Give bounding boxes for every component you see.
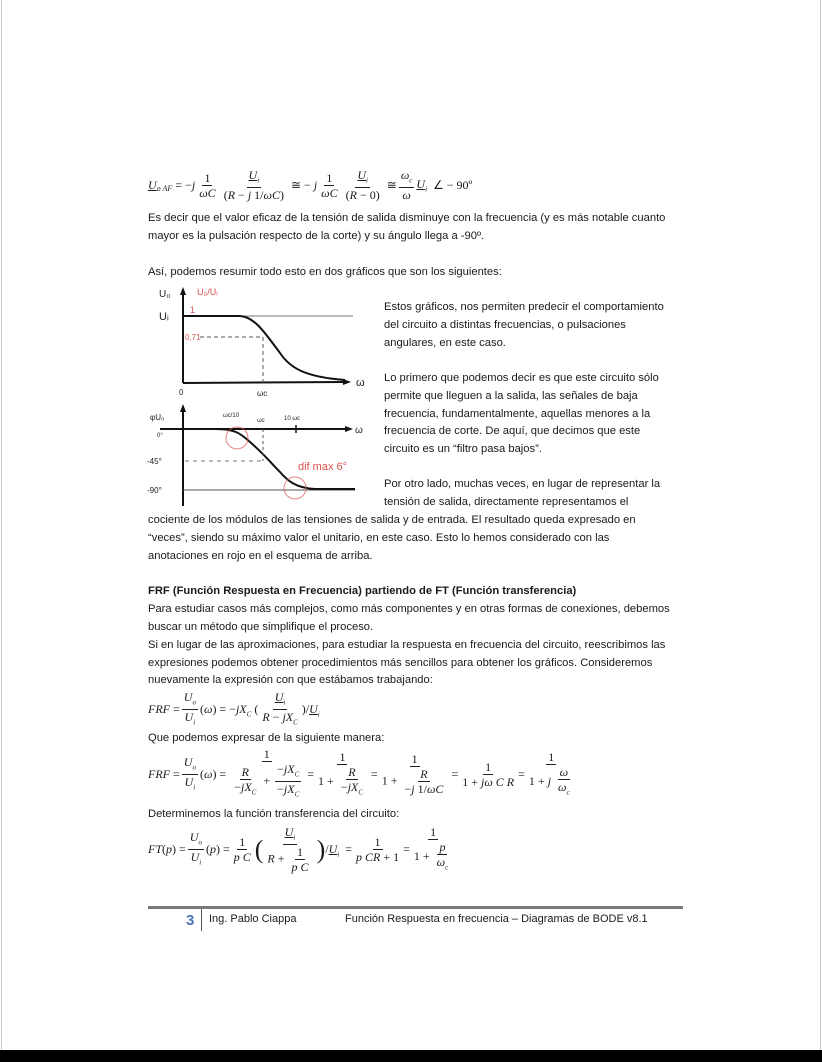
svg-text:0: 0 (179, 388, 184, 397)
side-line: frecuencia de corte. De aquí, que decimos que este (384, 425, 641, 437)
angle-value: ∠ − 90º (433, 177, 473, 192)
bottom-bar (0, 1050, 822, 1062)
paragraph-line: expresiones podemos obtener procedimientos más sencillos para obtener los gráficos. Consideremos (148, 657, 653, 669)
section-heading: FRF (Función Respuesta en Frecuencia) partiendo de FT (Función transferencia) (148, 585, 577, 597)
paragraph-line: Para estudiar casos más complejos, como más componentes y en otras formas de conexiones, debemos (148, 603, 670, 615)
page-border-right (820, 0, 821, 1050)
side-line: permite que lleguen a la salida, las señales de baja (384, 390, 638, 402)
paragraph-line: buscar un método que simplifique el proceso. (148, 621, 374, 633)
svg-text:10 ωc: 10 ωc (284, 416, 301, 422)
equation-ft: FT ( p ) = $\frac{U_o}{U_i}$ (p) = $\frac{1}{\text{p C}}$ ( $U_i$ R + $\frac{1}{\text{p C}}$ ) $/U_i$ = $\frac{1}{\text{p CR + 1}}$ = 1 1 + $\frac{p}{\omega_c}$ (148, 825, 449, 875)
svg-text:Uᵢ: Uᵢ (159, 311, 169, 323)
paragraph-line: “veces”, siendo su máximo valor el unitario, en este caso. Esto lo hemos considerado con las (148, 532, 610, 544)
footer-author: Ing. Pablo Ciappa (209, 913, 297, 925)
svg-text:ωc: ωc (257, 418, 265, 424)
side-line: frecuencia, fundamentalmente, aquellas menores a la (384, 408, 651, 420)
side-line: del circuito a distintas frecuencias, o pulsaciones (384, 319, 626, 331)
svg-text:ω: ω (356, 377, 365, 389)
paragraph-line: Así, podemos resumir todo esto en dos gráficos que son los siguientes: (148, 266, 502, 278)
footer-separator (201, 909, 202, 931)
side-line: Estos gráficos, nos permiten predecir el comportamiento (384, 301, 664, 313)
side-line: Por otro lado, muchas veces, en lugar de representar la (384, 478, 661, 490)
paragraph-line: Si en lugar de las aproximaciones, para estudiar la respuesta en frecuencia del circuito, reescribimos las (148, 639, 666, 651)
phase-sketch (145, 400, 375, 510)
svg-text:-90°: -90° (147, 486, 162, 495)
side-line: circuito es un “filtro pasa bajos”. (384, 443, 542, 455)
svg-text:ωc/10: ωc/10 (223, 413, 240, 419)
equation-output-high-freq: U o AF = −j $\frac{1}{\omega C}$ $\frac{U_i}{(R - j 1/\omega C)}$ ≅ − j $\frac{1}{\omega C}$ $\frac{U_i}{(R - 0)}$ ≅ $\frac{\omega_c}{\omega}$ $U_i$ ∠ − 90º (148, 168, 473, 203)
paragraph-line: Que podemos expresar de la siguiente manera: (148, 732, 385, 744)
paragraph-line: anotaciones en rojo en el esquema de arriba. (148, 550, 373, 562)
page-border-left (1, 0, 2, 1050)
svg-text:dif max 6°: dif max 6° (298, 461, 348, 473)
equation-frf-1: FRF = $\frac{U_o}{U_i}$ $(\omega) = -jX_C$ ( $\frac{U_i}{R - jX_C}$ )$/U_i$ (148, 690, 320, 727)
footer-title: Función Respuesta en frecuencia – Diagramas de BODE v8.1 (345, 913, 648, 925)
paragraph-line: mayor es la pulsación respecto de la corte) y su ángulo llega a -90º. (148, 230, 485, 242)
equation-frf-2: FRF = $\frac{U_o}{U_i}$ (ω) = 1 $\frac{R}{-jX_C}$ + $\frac{-jX_C}{-jX_C}$ = 1 1 + $\frac{R}{-jX_C}$ = 1 1 + $\frac{R}{-j 1/\omega C}$ = $\frac{1}{\text{1 + jω C R}}$ = 1 1 + j $\frac{\omega}{\omega_c}$ (148, 747, 570, 799)
paragraph-line: cociente de los módulos de las tensiones de salida y de entrada. El resultado queda expresado en (148, 514, 636, 526)
svg-text:ω: ω (355, 425, 363, 436)
paragraph-line: nuevamente la expresión con que estábamos trabajando: (148, 674, 433, 686)
svg-text:U₀: U₀ (159, 289, 171, 300)
footer-rule (148, 906, 683, 909)
side-line: Lo primero que podemos decir es que este circuito sólo (384, 372, 659, 384)
svg-text:-45°: -45° (147, 457, 162, 466)
svg-text:0°: 0° (157, 433, 163, 439)
svg-text:U₀/Uᵢ: U₀/Uᵢ (197, 287, 218, 297)
svg-text:ωc: ωc (257, 389, 268, 398)
svg-text:0,71: 0,71 (185, 333, 201, 342)
side-line: angulares, en este caso. (384, 337, 506, 349)
svg-text:1: 1 (190, 305, 196, 315)
side-line: tensión de salida, directamente representamos el (384, 496, 629, 508)
paragraph-line: Es decir que el valor eficaz de la tensión de salida disminuye con la frecuencia (y es más notable cuanto (148, 212, 666, 224)
page-number: 3 (186, 912, 195, 929)
magnitude-sketch (145, 283, 375, 403)
paragraph-line: Determinemos la función transferencia del circuito: (148, 808, 400, 820)
svg-text:φU₀: φU₀ (150, 413, 165, 422)
